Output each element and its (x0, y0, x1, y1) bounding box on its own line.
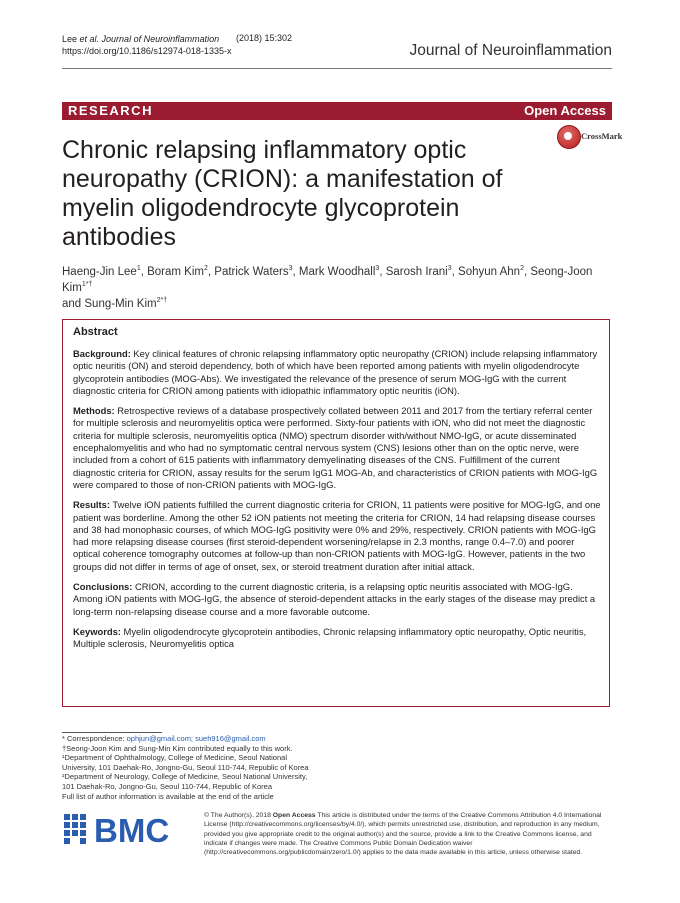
section-label: Keywords: (73, 625, 121, 637)
author-name: Sung-Min Kim (84, 298, 157, 310)
citation-authors: Lee (62, 34, 78, 44)
section-text: Twelve iON patients fulfilled the current diagnostic criteria for CRION, 11 patients were positive for MOG-IgG, and one patient was borderline. Among the other 52 iON patients not meeting the criteria for CRION, 14 had relapsing disease courses and 38 had monophasic courses, of which MOG-IgG positivity were 0% and 29%, respectively. CRION patients with MOG-IgG had more relapsing disease courses (first steroid-dependent worsening/relapse in 2.3 months, range 0.4–7.0) and poorer optical coherence tomography outcomes at follow-up than non-CRION patients with MOG-IgG. However, patients in the two groups did not differ in terms of age of onset, sex, or steroid treatment duration after initial attack. (73, 499, 601, 572)
citation-journal: et al. Journal of Neuroinflammation (77, 34, 220, 44)
correspondence-emails[interactable]: ophjun@gmail.com; sueh916@gmail.com (126, 734, 266, 743)
license-text (204, 811, 614, 857)
abstract-methods (73, 405, 601, 491)
year-volume: (2018) 15:302 (236, 33, 293, 43)
author-affiliation-mark: 2 (203, 265, 208, 273)
affiliation-1-line-2: University, 101 Daehak-Ro, Jongno-Gu, Seoul 110-744, Republic of Korea (62, 762, 309, 772)
section-label: Conclusions: (73, 581, 133, 593)
article-type-banner (62, 102, 612, 120)
author-name: Mark Woodhall (298, 266, 376, 278)
author-affiliation-mark: 3 (288, 265, 293, 273)
author-name: Patrick Waters (214, 266, 289, 278)
abstract-box (62, 319, 610, 707)
section-label: Background: (73, 348, 131, 359)
correspondence-label: * Correspondence: (62, 734, 127, 743)
author-affiliation-mark: 1 (136, 265, 141, 273)
header-divider (62, 68, 612, 69)
abstract-background (73, 348, 601, 397)
affiliation-2-line-2: 101 Daehak-Ro, Jongno-Gu, Seoul 110-744, Republic of Korea (62, 781, 272, 791)
abstract-results (73, 499, 601, 573)
footnote-divider (62, 732, 162, 733)
author-affiliation-mark: 3 (375, 265, 380, 273)
abstract-heading: Abstract (73, 326, 118, 338)
affiliation-1-line-1: ¹Department of Ophthalmology, College of Medicine, Seoul National (62, 753, 287, 763)
section-label: Methods: (73, 405, 115, 417)
author-name: Boram Kim (147, 266, 204, 278)
section-text: Myelin oligodendrocyte glycoprotein antibodies, Chronic relapsing inflammatory optic neuropathy, Optic neuritis, Multiple sclerosis, Neuromyelitis optica (73, 625, 587, 650)
author-affiliation-mark: 2*† (156, 297, 168, 305)
article-type-label: RESEARCH (68, 103, 153, 118)
open-access-label: Open Access (524, 103, 606, 118)
author-name: Sarosh Irani (385, 266, 448, 278)
abstract-conclusions (73, 581, 601, 618)
doi-link[interactable]: https://doi.org/10.1186/s12974-018-1335-x (62, 46, 232, 56)
abstract-body (73, 348, 601, 659)
section-text: Retrospective reviews of a database prospectively collated between 2011 and 2017 from the tertiary referral center for multiple sclerosis and neuromyelitis optica were performed. Sixty-four patients with iON, who did not meet the diagnostic criteria for multiple sclerosis, neuromyelitis optica (NMO) spectrum disorder with/without NMO-IgG, or acute disseminated encephalomyelitis and who had no symptomatic central nervous system (CNS) lesions other than on the optic nerve, were included from a cohort of 615 patients with inflammatory demyelinating diseases of the CNS. Fulfillment of the current diagnostic criteria for CRION, assay results for the serum IgG1 MOG-Ab, and characteristics of CRION patients with MOG-IgG were compared to those of non-CRION patients with MOG-IgG. (73, 405, 598, 490)
author-name: Haeng-Jin Lee (62, 266, 137, 278)
crossmark-icon (557, 125, 581, 149)
author-conjunction: and (62, 298, 82, 310)
section-label: Results: (73, 499, 110, 511)
abstract-keywords (73, 626, 601, 651)
license-body: This article is distributed under the terms of the Creative Commons Attribution 4.0 International License (http://creativecommons.org/licenses/by/4.0/), which permits unrestricted use, distribution, and reproduction in any medium, provided you give appropriate credit to the original author(s) and the source, provide a link to the Creative Commons license, and indicate if changes were made. The Creative Commons Public Domain Dedication waiver (http://creativecommons.org/publicdomain/zero/1.0/) applies to the data made available in this article, unless otherwise stated. (204, 812, 602, 857)
author-affiliation-mark: 1*† (81, 281, 93, 289)
author-list: Haeng-Jin Lee$^1$, Boram Kim$^2$, Patrick Waters$^3$, Mark Woodhall$^3$, Sarosh Irani$^3$, Sohyun Ahn$^2$, Seong-Joon Kim$^{1*\dagger}$ and Sung-Min Kim$^{2*\dagger}$ (62, 265, 593, 310)
crossmark-label: CrossMark (581, 131, 623, 141)
citation-line (62, 33, 231, 57)
author-name: Sohyun Ahn (458, 266, 521, 278)
equal-contribution-note: †Seong-Joon Kim and Sung-Min Kim contributed equally to this work. (62, 743, 293, 753)
license-open-access: Open Access (272, 812, 316, 819)
section-text: Key clinical features of chronic relapsing inflammatory optic neuropathy (CRION) include relapsing inflammatory optic neuritis (ON) and steroid dependency, both of which have been reported among patients with myelin oligodendrocyte glycoprotein antibodies (MOG-Abs). We investigated the relevance of the presence of serum MOG-IgG with the current diagnostic criteria for CRION among patients with idiopathic inflammatory optic neuritis (iON). (73, 348, 598, 396)
section-text: CRION, according to the current diagnostic criteria, is a relapsing optic neuritis associated with MOG-IgG. Among iON patients with MOG-IgG, the absence of steroid-dependent attacks in the early stages of the disease may predict a long-term non-relapsing disease course and a more favorable outcome. (73, 581, 596, 617)
article-title: Chronic relapsing inflammatory optic neuropathy (CRION): a manifestation of myelin oligodendrocyte glycoprotein antibodies (62, 136, 503, 251)
bmc-logo (62, 808, 194, 848)
bmc-logo-text: BMC (94, 812, 170, 848)
author-affiliation-mark: 2 (520, 265, 524, 273)
full-author-info-note: Full list of author information is available at the end of the article (62, 791, 274, 801)
correspondence (62, 734, 352, 744)
journal-name: Journal of Neuroinflammation (409, 42, 612, 59)
author-affiliation-mark: 3 (447, 265, 452, 273)
footnotes (62, 734, 352, 801)
author-name: Seong-Joon Kim (62, 266, 593, 294)
affiliation-2-line-1: ²Department of Neurology, College of Medicine, Seoul National University, (62, 772, 308, 782)
crossmark-badge[interactable] (557, 125, 623, 151)
license-year: © The Author(s). 2018 (204, 812, 273, 819)
